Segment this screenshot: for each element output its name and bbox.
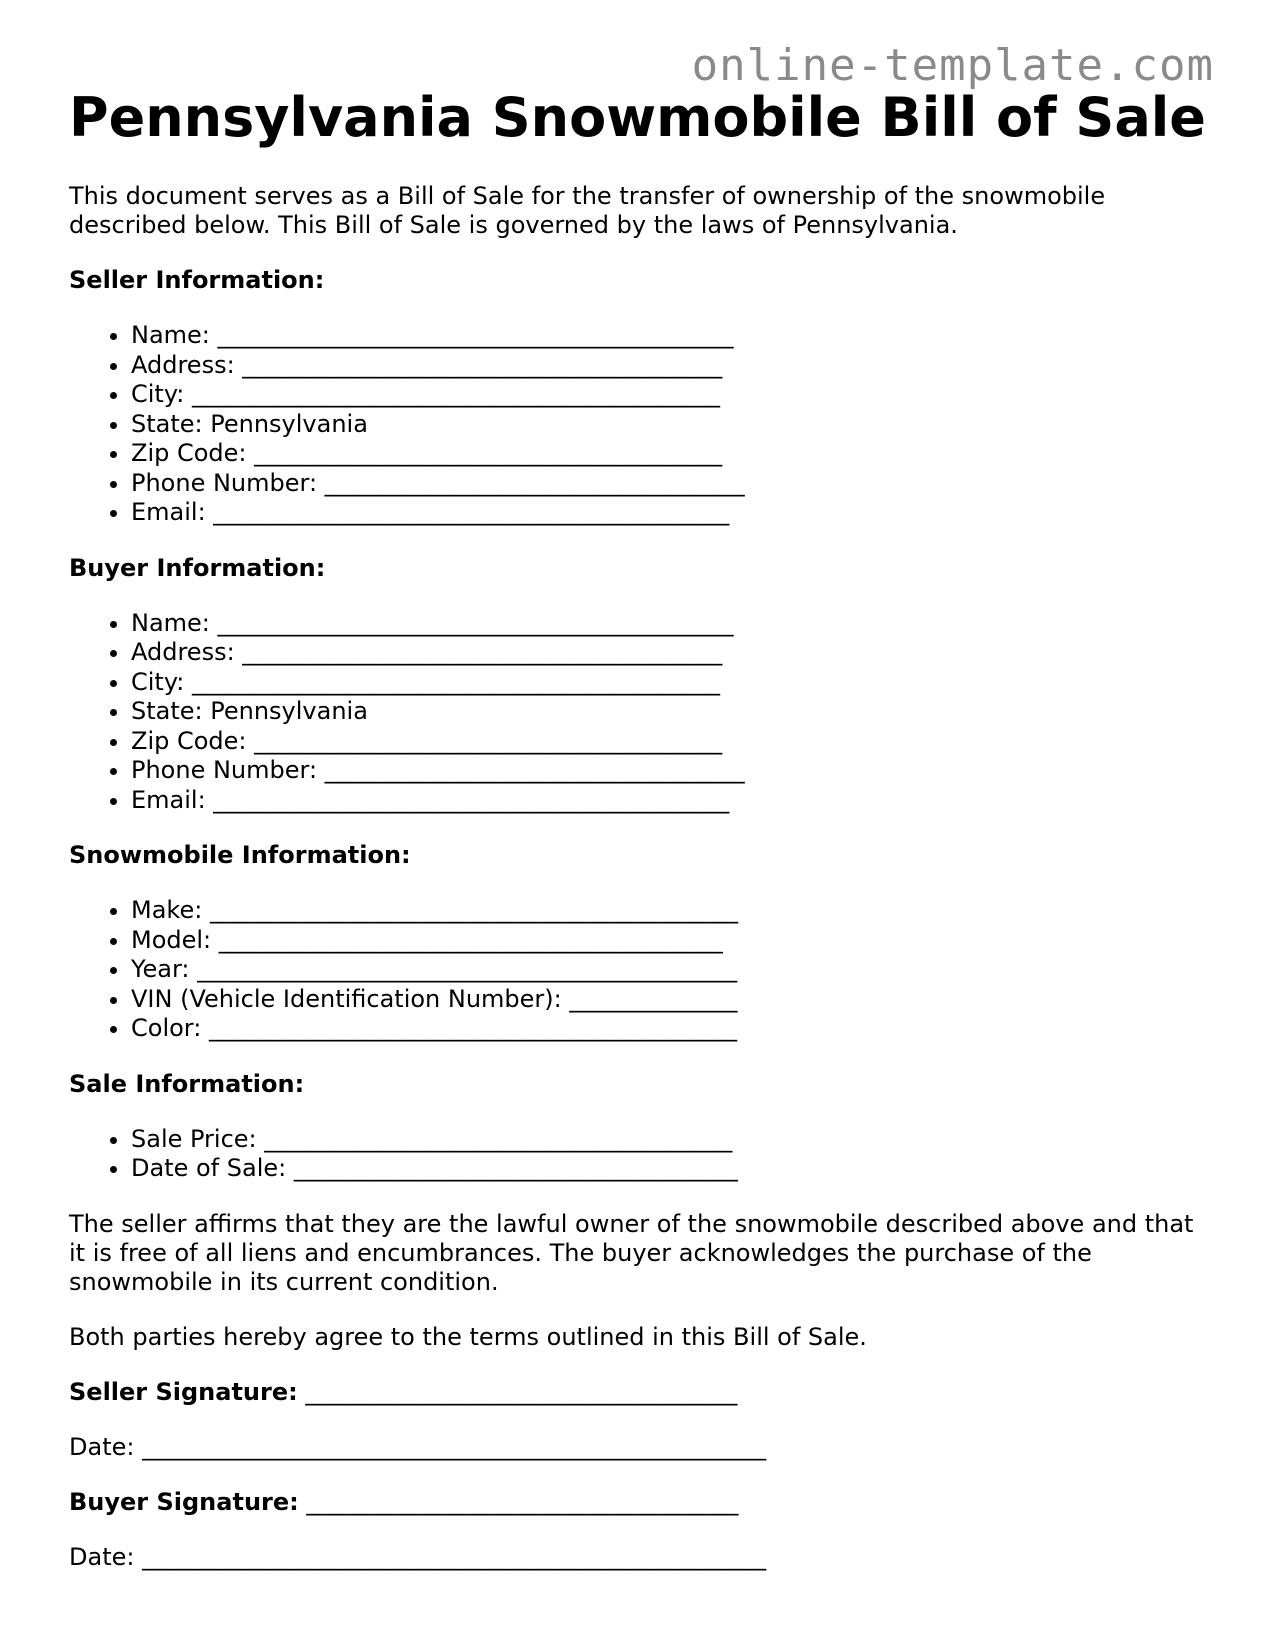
seller-date-line[interactable]: Date: ____________________________________________________ (69, 1432, 767, 1461)
seller-email-field[interactable]: • Email: ___________________________________________ (131, 498, 1209, 528)
seller-address-field[interactable]: • Address: ________________________________________ (131, 351, 1209, 381)
watermark: online-template.com (691, 40, 1214, 91)
snowmobile-info-list (69, 896, 1209, 1044)
buyer-city-field[interactable]: • City: ____________________________________________ (131, 668, 1209, 698)
seller-state-field: • State: Pennsylvania (131, 410, 1209, 440)
snowmobile-section-heading: Snowmobile Information: (69, 841, 411, 869)
agreement-paragraph: Both parties hereby agree to the terms outlined in this Bill of Sale. (69, 1322, 867, 1351)
seller-info-list (69, 321, 1209, 528)
buyer-signature-blank[interactable]: ____________________________________ (298, 1487, 739, 1516)
snowmobile-year-field[interactable]: • Year: _____________________________________________ (131, 955, 1209, 985)
seller-phone-field[interactable]: • Phone Number: ___________________________________ (131, 469, 1209, 499)
snowmobile-color-field[interactable]: • Color: ____________________________________________ (131, 1014, 1209, 1044)
snowmobile-model-field[interactable]: • Model: __________________________________________ (131, 926, 1209, 956)
buyer-zip-field[interactable]: • Zip Code: _______________________________________ (131, 727, 1209, 757)
sale-date-field[interactable]: • Date of Sale: _____________________________________ (131, 1154, 1209, 1184)
seller-signature-label: Seller Signature: (69, 1377, 298, 1406)
buyer-phone-field[interactable]: • Phone Number: ___________________________________ (131, 756, 1209, 786)
document-title: Pennsylvania Snowmobile Bill of Sale (69, 86, 1206, 149)
buyer-name-field[interactable]: • Name: ___________________________________________ (131, 609, 1209, 639)
intro-paragraph: This document serves as a Bill of Sale for the transfer of ownership of the snowmobile described below. This Bill of Sale is governed by the laws of Pennsylvania. (69, 182, 1106, 239)
buyer-signature-line[interactable] (69, 1488, 1209, 1517)
buyer-address-field[interactable]: • Address: ________________________________________ (131, 638, 1209, 668)
snowmobile-vin-field[interactable]: • VIN (Vehicle Identification Number): ______________ (131, 985, 1209, 1015)
buyer-email-field[interactable]: • Email: ___________________________________________ (131, 786, 1209, 816)
seller-signature-line[interactable] (69, 1378, 1209, 1407)
sale-section-heading: Sale Information: (69, 1069, 305, 1098)
buyer-signature-label: Buyer Signature: (69, 1487, 299, 1516)
seller-city-field[interactable]: • City: ____________________________________________ (131, 380, 1209, 410)
seller-section-heading: Seller Information: (69, 266, 325, 294)
sale-info-list (69, 1125, 1209, 1184)
seller-zip-field[interactable]: • Zip Code: _______________________________________ (131, 439, 1209, 469)
snowmobile-make-field[interactable]: • Make: ____________________________________________ (131, 896, 1209, 926)
affirmation-paragraph: The seller affirms that they are the lawful owner of the snowmobile described above and that it is free of all liens and encumbrances. The buyer acknowledges the purchase of the snowmobile in its current condition. (69, 1209, 1194, 1296)
buyer-section-heading: Buyer Information: (69, 553, 326, 582)
buyer-info-list (69, 609, 1209, 816)
buyer-date-line[interactable]: Date: ____________________________________________________ (69, 1542, 767, 1571)
buyer-state-field: • State: Pennsylvania (131, 697, 1209, 727)
seller-name-field[interactable]: • Name: ___________________________________________ (131, 321, 1209, 351)
sale-price-field[interactable]: • Sale Price: _______________________________________ (131, 1125, 1209, 1155)
seller-signature-blank[interactable]: ____________________________________ (297, 1377, 738, 1406)
document-body (69, 84, 1209, 1598)
